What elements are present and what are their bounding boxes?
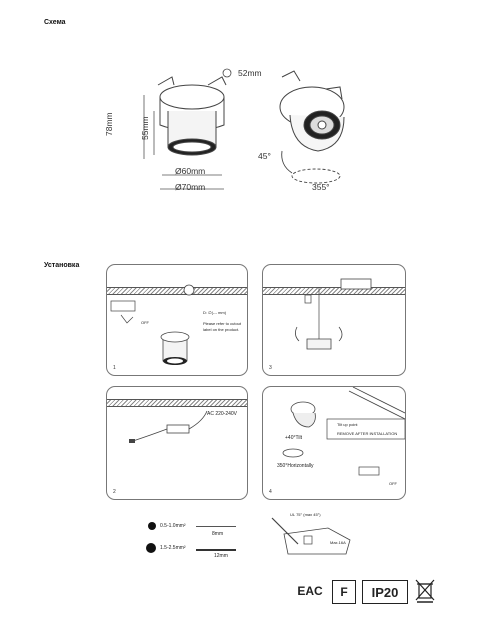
voltage-label: AC 220-240V <box>207 411 238 417</box>
remove-note: REMOVE AFTER INSTALLATION <box>337 431 398 436</box>
height-inner-label: 55mm <box>140 116 150 140</box>
fixture-front-view <box>158 77 226 155</box>
panel-number: 1 <box>113 365 116 371</box>
diameter-inner-label: Ø60mm <box>175 166 206 176</box>
tilt-up-label: Tilt up point <box>337 422 358 427</box>
wire2-label: 1.5-2.5mm² <box>160 545 186 551</box>
scheme-heading: Схема <box>44 19 66 26</box>
horizontal-label: 350°Horizontally <box>277 463 314 469</box>
weee-bin-icon <box>414 578 436 604</box>
rotation-label: 355° <box>312 182 330 192</box>
install-panel-2 <box>106 386 248 500</box>
wire-thick-dot <box>146 543 156 553</box>
wire2-strip-label: 12mm <box>214 553 228 559</box>
install-panel-3 <box>262 264 406 376</box>
terminal-drawing <box>268 510 358 560</box>
f-mark-icon: F <box>332 580 356 604</box>
tilt-label: +40°Tilt <box>285 435 302 441</box>
cutout-label: 52mm <box>238 68 262 78</box>
wire1-label: 0.5-1.0mm² <box>160 523 186 529</box>
install-heading: Установка <box>44 262 80 269</box>
fixture-tilted-view <box>280 71 344 151</box>
cutout-note-line1: Please refer to cutout <box>203 321 242 326</box>
wire1-strip-label: 8mm <box>212 531 224 537</box>
screw-note: UL 75° (max 45°) <box>290 512 321 517</box>
install-panel-4 <box>262 386 406 500</box>
max-current-label: Max.16A <box>330 540 346 545</box>
off-label: OFF <box>389 481 397 486</box>
off-label: OFF <box>141 320 149 325</box>
tilt-label: 45° <box>258 151 271 161</box>
panel-number: 2 <box>113 489 116 495</box>
panel-number: 4 <box>269 489 272 495</box>
height-total-label: 78mm <box>104 112 114 136</box>
eac-mark: EAC <box>297 584 323 598</box>
install-panel-1 <box>106 264 248 376</box>
panel-number: 3 <box>269 365 272 371</box>
diameter-outer-label: Ø70mm <box>175 182 206 192</box>
ip-rating: IP20 <box>362 580 408 604</box>
cutout-text: D: ∅(--- mm) <box>203 310 227 315</box>
wire-thin-dot <box>148 522 156 530</box>
cutout-note-line2: label on the product. <box>203 327 240 332</box>
